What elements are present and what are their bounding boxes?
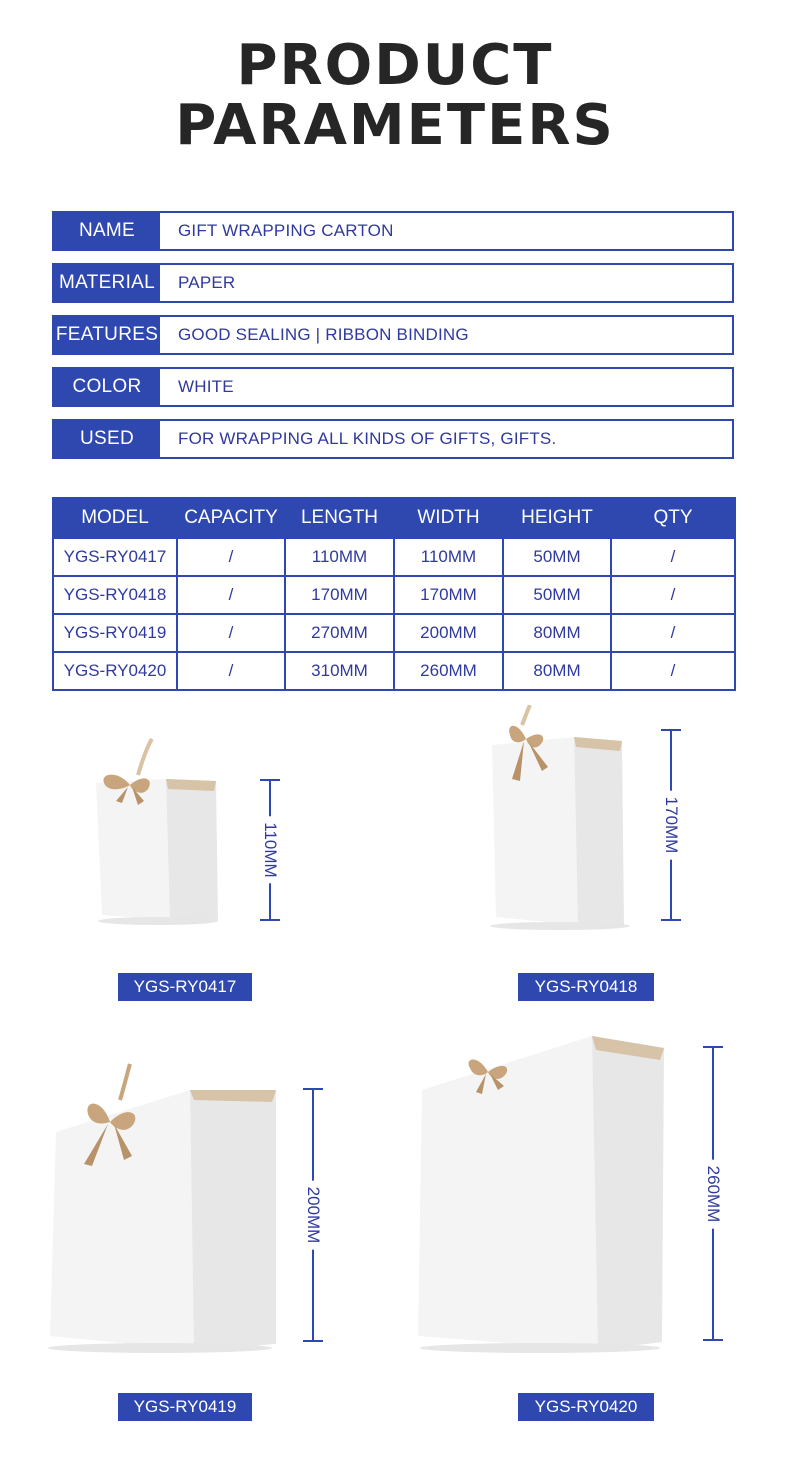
table-cell: 110MM: [394, 538, 503, 576]
param-key: COLOR: [54, 369, 160, 405]
dimension-label: 110MM: [260, 816, 280, 883]
page-title-line1: PRODUCT: [236, 33, 554, 98]
table-cell: /: [177, 614, 285, 652]
param-value: GOOD SEALING | RIBBON BINDING: [178, 325, 469, 344]
column-header-model: MODEL: [53, 498, 177, 538]
table-row: [53, 614, 735, 652]
table-cell: /: [611, 652, 735, 690]
table-cell: /: [611, 576, 735, 614]
product-image-ry0419: [40, 1060, 285, 1355]
product-image-ry0417: [88, 735, 228, 925]
model-badge-ry0419: YGS-RY0419: [118, 1393, 252, 1421]
spec-table-header: [53, 498, 735, 538]
table-cell: 260MM: [394, 652, 503, 690]
table-cell: YGS-RY0417: [53, 538, 177, 576]
table-cell: /: [177, 576, 285, 614]
table-cell: 110MM: [285, 538, 394, 576]
param-value: GIFT WRAPPING CARTON: [178, 221, 394, 240]
param-row-features: [52, 315, 734, 355]
table-cell: 170MM: [285, 576, 394, 614]
table-row: [53, 652, 735, 690]
table-cell: /: [611, 538, 735, 576]
table-cell: 50MM: [503, 538, 611, 576]
product-image-ry0418: [482, 705, 642, 930]
param-key: MATERIAL: [54, 265, 160, 301]
spec-table: [52, 497, 736, 691]
table-row: [53, 576, 735, 614]
table-cell: /: [177, 652, 285, 690]
dimension-label: 170MM: [661, 791, 681, 860]
dimension-label: 260MM: [703, 1159, 723, 1228]
product-image-ry0420: [412, 1030, 672, 1355]
model-badge-ry0418: YGS-RY0418: [518, 973, 654, 1001]
dimension-marker-ry0420: [703, 1046, 723, 1341]
column-header-height: HEIGHT: [503, 498, 611, 538]
param-value: FOR WRAPPING ALL KINDS OF GIFTS, GIFTS.: [178, 429, 557, 448]
table-cell: 80MM: [503, 614, 611, 652]
table-cell: /: [177, 538, 285, 576]
table-cell: 270MM: [285, 614, 394, 652]
table-cell: YGS-RY0420: [53, 652, 177, 690]
param-value: WHITE: [178, 377, 234, 396]
param-key: USED: [54, 421, 160, 457]
dimension-marker-ry0418: [661, 729, 681, 921]
table-cell: 200MM: [394, 614, 503, 652]
dimension-marker-ry0417: [260, 779, 280, 921]
table-cell: YGS-RY0418: [53, 576, 177, 614]
page-title-line2: PARAMETERS: [175, 93, 615, 158]
column-header-qty: QTY: [611, 498, 735, 538]
table-cell: 50MM: [503, 576, 611, 614]
table-cell: 310MM: [285, 652, 394, 690]
column-header-width: WIDTH: [394, 498, 503, 538]
dimension-label: 200MM: [303, 1181, 323, 1250]
dimension-marker-ry0419: [303, 1088, 323, 1342]
param-row-color: [52, 367, 734, 407]
table-cell: 170MM: [394, 576, 503, 614]
table-row: [53, 538, 735, 576]
param-key: NAME: [54, 213, 160, 249]
column-header-capacity: CAPACITY: [177, 498, 285, 538]
param-key: FEATURES: [54, 317, 160, 353]
column-header-length: LENGTH: [285, 498, 394, 538]
table-cell: 80MM: [503, 652, 611, 690]
param-row-used: [52, 419, 734, 459]
param-value: PAPER: [178, 273, 236, 292]
param-row-material: [52, 263, 734, 303]
table-cell: /: [611, 614, 735, 652]
model-badge-ry0417: YGS-RY0417: [118, 973, 252, 1001]
param-row-name: [52, 211, 734, 251]
model-badge-ry0420: YGS-RY0420: [518, 1393, 654, 1421]
table-cell: YGS-RY0419: [53, 614, 177, 652]
